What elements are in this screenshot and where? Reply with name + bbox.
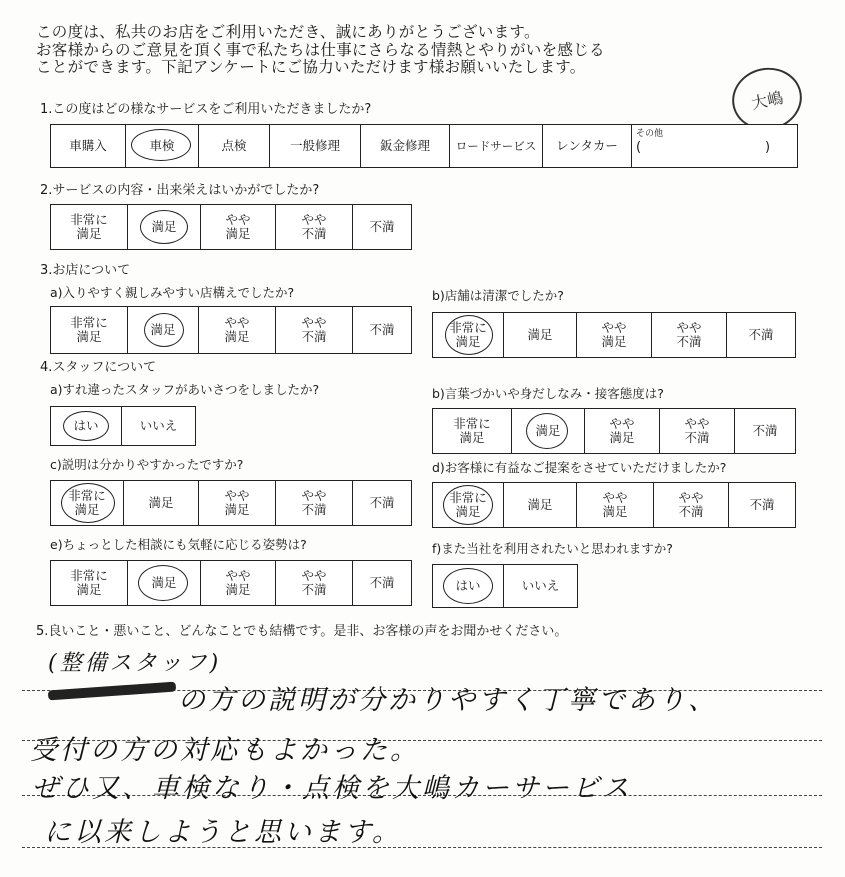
q3a-option-label: 満足 <box>150 322 176 337</box>
q3a-option-selected[interactable] <box>128 307 199 353</box>
q4e-option-label: 満足 <box>151 575 177 590</box>
intro-line-1: この度は、私共のお店をご利用いただき、誠にありがとうございます。 <box>36 23 540 41</box>
q4b-title: b)言葉づかいや身だしなみ・接客態度は? <box>432 386 664 401</box>
q4a-option[interactable]: いいえ <box>139 418 178 433</box>
q2-option[interactable]: 不満 <box>369 219 395 234</box>
q3b-option-label: 非常に 満足 <box>449 320 487 349</box>
q4b-option[interactable]: 不満 <box>752 423 778 438</box>
q4e-option[interactable]: 非常に 満足 <box>51 561 128 605</box>
q2-title: 2.サービスの内容・出来栄えはいかがでしたか? <box>40 183 320 198</box>
q4e-option-selected[interactable] <box>128 561 201 605</box>
q2-option[interactable]: 非常に 満足 <box>51 205 128 249</box>
q4b-option[interactable]: やや 不満 <box>660 409 735 453</box>
q1-option[interactable]: レンタカー <box>543 125 632 167</box>
q2-option[interactable]: やや 不満 <box>276 205 353 249</box>
q4f-options <box>432 564 578 608</box>
q2-option-selected[interactable] <box>128 205 201 249</box>
q1-option[interactable]: ロードサービス <box>450 125 543 167</box>
q3a-option[interactable]: 不満 <box>369 322 395 337</box>
q1-other-label: その他 <box>636 129 664 139</box>
q4c-option[interactable]: 不満 <box>369 495 395 510</box>
q4e-option[interactable]: やや 不満 <box>276 561 353 605</box>
q4d-option[interactable]: 不満 <box>749 497 775 512</box>
handwritten-line-5: に以来しようと思います。 <box>44 817 402 848</box>
q3b-option-selected[interactable] <box>433 313 504 357</box>
handwritten-line-4: ぜひ又、車検なり・点検を大嶋カーサービス <box>32 773 632 804</box>
q4d-option-label: 非常に 満足 <box>449 490 487 519</box>
q4b-option-label: 満足 <box>535 423 561 438</box>
q4c-option[interactable]: 満足 <box>124 481 199 525</box>
q4d-option[interactable]: やや 不満 <box>654 483 729 527</box>
q4d-option-selected[interactable] <box>433 483 504 527</box>
q3a-option[interactable]: やや 不満 <box>276 307 353 353</box>
q3a-title: a)入りやすく親しみやすい店構えでしたか? <box>50 285 295 300</box>
q4a-options <box>50 406 196 446</box>
q4b-options <box>432 408 796 454</box>
q4b-option[interactable]: やや 満足 <box>585 409 660 453</box>
q4e-option[interactable]: やや 満足 <box>201 561 276 605</box>
q4c-option-label: 非常に 満足 <box>68 488 106 517</box>
q1-option-selected[interactable] <box>126 125 199 167</box>
q4d-option[interactable]: やや 満足 <box>577 483 654 527</box>
seal-stamp: 大嶋 <box>726 61 807 136</box>
q4d-title: d)お客様に有益なご提案をさせていただけましたか? <box>432 460 727 475</box>
q3-title: 3.お店について <box>40 263 131 278</box>
q4c-option[interactable]: やや 満足 <box>199 481 276 525</box>
q1-option[interactable]: 一般修理 <box>270 125 361 167</box>
q2-option[interactable]: やや 満足 <box>201 205 276 249</box>
q3b-title: b)店舗は清潔でしたか? <box>432 288 564 303</box>
q3b-option[interactable]: やや 不満 <box>652 313 727 357</box>
q2-options <box>50 204 412 250</box>
q1-options <box>50 124 798 168</box>
q1-title: 1.この度はどの様なサービスをご利用いただきましたか? <box>40 102 372 117</box>
q1-option-label: 車検 <box>149 138 175 153</box>
q3a-option[interactable]: やや 満足 <box>199 307 276 353</box>
handwritten-line-3: 受付の方の対応もよかった。 <box>30 735 420 766</box>
q4b-option-selected[interactable] <box>512 409 585 453</box>
q2-option-label: 満足 <box>151 219 177 234</box>
q1-other-value: ( ) <box>636 140 771 155</box>
q5-title: 5.良いこと・悪いこと、どんなことでも結構です。是非、お客様の声をお聞かせください。 <box>36 624 568 639</box>
q4b-option[interactable]: 非常に 満足 <box>433 409 512 453</box>
q3a-options <box>50 306 412 354</box>
handwritten-line-2: の方の説明が分かりやすく丁寧であり、 <box>178 685 718 716</box>
q4a-title: a)すれ違ったスタッフがあいさつをしましたか? <box>50 382 320 397</box>
intro-text <box>36 24 605 77</box>
q4d-options <box>432 482 796 528</box>
q4e-options <box>50 560 412 606</box>
q1-option[interactable]: 鈑金修理 <box>361 125 450 167</box>
q4f-option-label: はい <box>455 578 481 593</box>
q4c-option[interactable]: やや 不満 <box>276 481 353 525</box>
q4a-option-label: はい <box>73 418 99 433</box>
q1-other[interactable] <box>632 125 797 167</box>
q4f-option-selected[interactable] <box>433 565 504 607</box>
q3b-option[interactable]: 満足 <box>504 313 577 357</box>
q4a-option-selected[interactable] <box>51 407 122 445</box>
intro-line-2: お客様からのご意見を頂く事で私たちは仕事にさらなる情熱とやりがいを感じる <box>36 40 605 59</box>
redacted-name <box>48 682 176 701</box>
q4f-title: f)また当社を利用されたいと思われますか? <box>432 541 673 556</box>
q3b-option[interactable]: やや 満足 <box>577 313 652 357</box>
q3a-option[interactable]: 非常に 満足 <box>51 307 128 353</box>
handwritten-line-1: (整備スタッフ) <box>48 651 222 676</box>
q4-title: 4.スタッフについて <box>40 360 157 375</box>
q4c-title: c)説明は分かりやすかったですか? <box>50 457 244 472</box>
intro-line-3: ことができます。下記アンケートにご協力いただけます様お願いいたします。 <box>36 58 586 76</box>
q4f-option[interactable]: いいえ <box>521 578 560 593</box>
q4d-option[interactable]: 満足 <box>504 483 577 527</box>
q3b-option[interactable]: 不満 <box>748 327 774 342</box>
q3b-options <box>432 312 796 358</box>
q4e-option[interactable]: 不満 <box>369 575 395 590</box>
q4c-options <box>50 480 412 526</box>
q4e-title: e)ちょっとした相談にも気軽に応じる姿勢は? <box>50 537 307 552</box>
q1-option[interactable]: 点検 <box>199 125 270 167</box>
q1-option[interactable]: 車購入 <box>51 125 126 167</box>
q4c-option-selected[interactable] <box>51 481 124 525</box>
